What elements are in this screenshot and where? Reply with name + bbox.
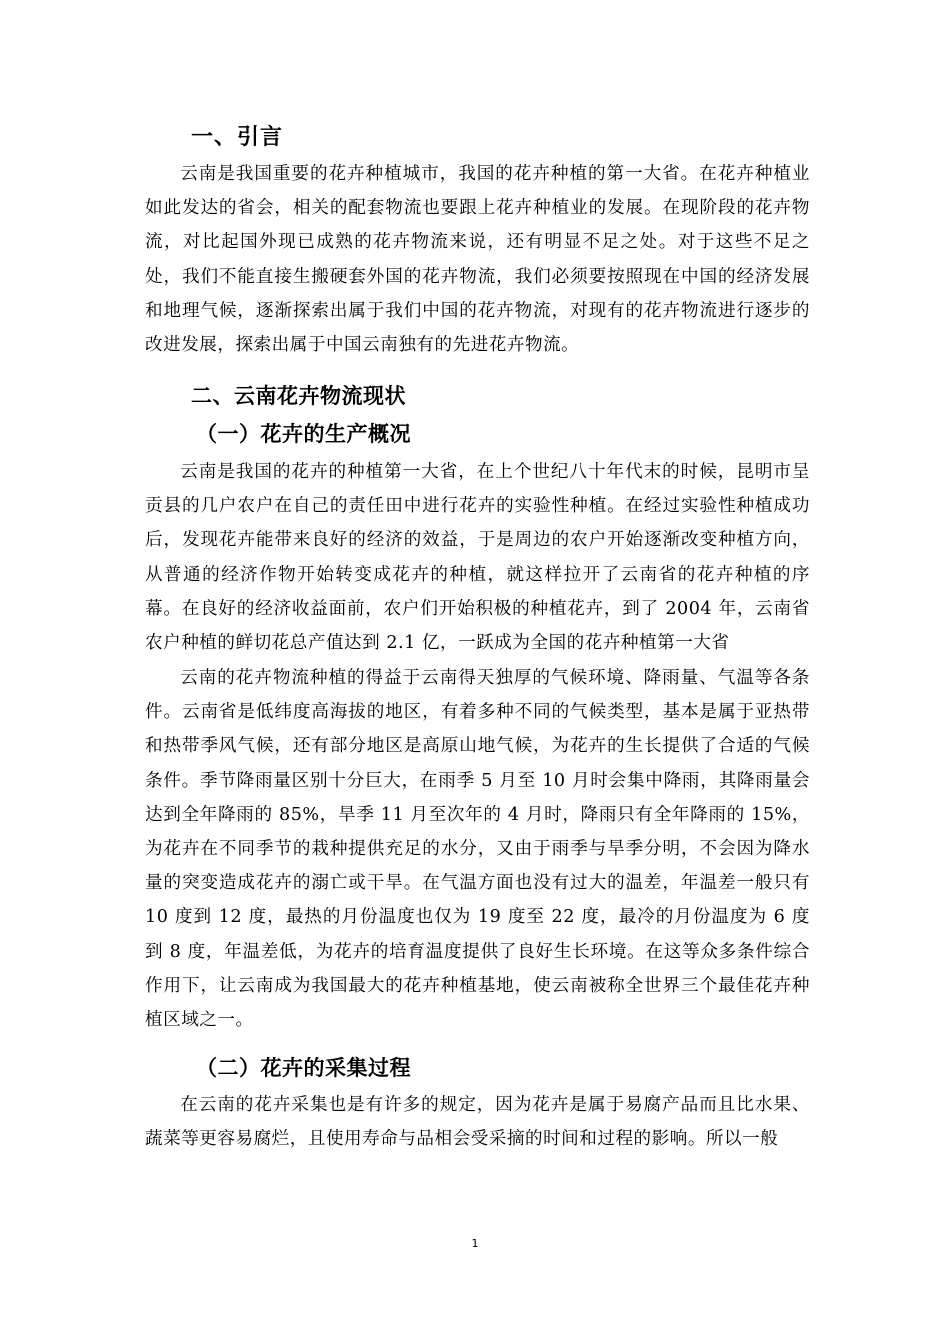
subsection-heading-production-overview: （一）花卉的生产概况 xyxy=(196,422,411,446)
paragraph-production-overview: 云南是我国的花卉的种植第一大省，在上个世纪八十年代末的时候，昆明市呈贡县的几户农户在自己的责任田中进行花卉的实验性种植。在经过实验性种植成功后，发现花卉能带来良好的经济的效益，于是周边的农户开始逐渐改变种植方向，从普通的经济作物开始转变成花卉的种植，就这样拉开了云南省的花卉种植的序幕。在良好的经济收益面前，农户们开始积极的种植花卉，到了 2004 年，云南省农户种植的鲜切花总产值达到 2.1 亿，一跃成为全国的花卉种植第一大省 xyxy=(145,462,810,654)
section-heading-yunnan-flower-logistics: 二、云南花卉物流现状 xyxy=(191,384,406,408)
section-heading-introduction: 一、引言 xyxy=(191,125,284,150)
paragraph-climate-conditions: 云南的花卉物流种植的得益于云南得天独厚的气候环境、降雨量、气温等各条件。云南省是低纬度高海拔的地区，有着多种不同的气候类型，基本是属于亚热带和热带季风气候，还有部分地区是高原山地气候，为花卉的生长提供了合适的气候条件。季节降雨量区别十分巨大，在雨季 5 月至 10 月时会集中降雨，其降雨量会达到全年降雨的 85%，旱季 11 月至次年的 4 月时，降雨只有全年降雨的 15%，为花卉在不同季节的栽种提供充足的水分，又由于雨季与旱季分明，不会因为降水量的突变造成花卉的溺亡或干旱。在气温方面也没有过大的温差，年温差一般只有 10 度到 12 度，最热的月份温度也仅为 19 度至 22 度，最冷的月份温度为 6 度到 8 度，年温差低，为花卉的培育温度提供了良好生长环境。在这等众多条件综合作用下，让云南成为我国最大的花卉种植基地，使云南被称全世界三个最佳花卉种植区域之一。 xyxy=(145,668,810,1031)
subsection-heading-harvest-process: （二）花卉的采集过程 xyxy=(196,1056,411,1080)
paragraph-introduction: 云南是我国重要的花卉种植城市，我国的花卉种植的第一大省。在花卉种植业如此发达的省会，相关的配套物流也要跟上花卉种植业的发展。在现阶段的花卉物流，对比起国外现已成熟的花卉物流来说，还有明显不足之处。对于这些不足之处，我们不能直接生搬硬套外国的花卉物流，我们必须要按照现在中国的经济发展和地理气候，逐渐探索出属于我们中国的花卉物流，对现有的花卉物流进行逐步的改进发展，探索出属于中国云南独有的先进花卉物流。 xyxy=(145,164,810,356)
page-number: 1 xyxy=(471,1237,479,1250)
paragraph-harvest-process: 在云南的花卉采集也是有许多的规定，因为花卉是属于易腐产品而且比水果、蔬菜等更容易腐烂，且使用寿命与品相会受采摘的时间和过程的影响。所以一般 xyxy=(145,1095,810,1150)
